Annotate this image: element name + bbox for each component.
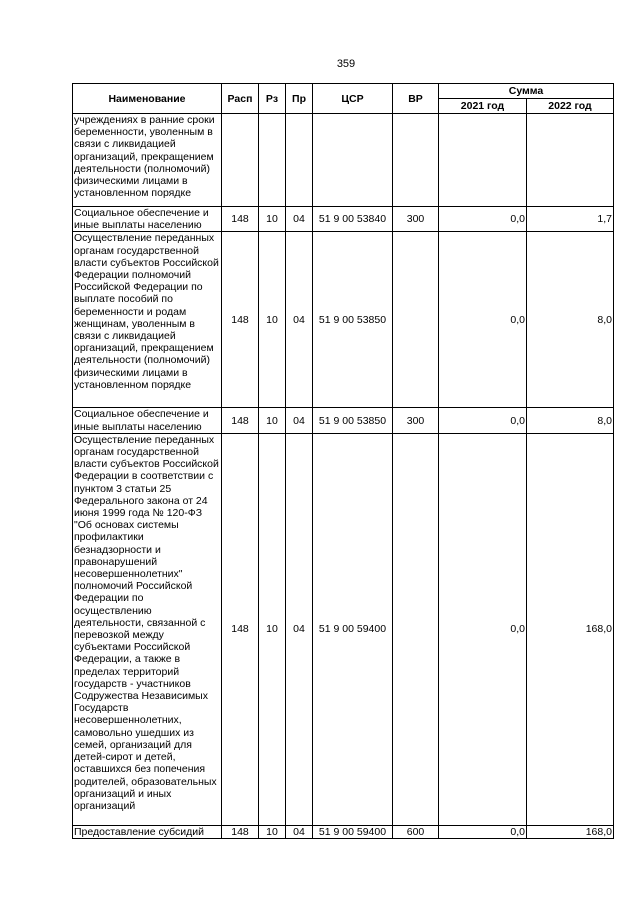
row-name: Осуществление переданных органам государственной власти субъектов Российской Федерации в соответствии с пунктом 3 статьи 25 Федерального закона от 24 июня 1999 года № 120-ФЗ "Об основах системы профилактики безнадзорности и правонарушений несовершеннолетних" полномочий Российской Федерации по осуществлению деятельности, связанной с перевозкой между субъектами Российской Федерации, а также в пределах территорий государств - участников Содружества Независимых Государств несовершеннолетних, самовольно ушедших из семей, организаций для детей-сирот и детей, оставшихся без попечения родителей, образовательных организаций и иных организаций [73,433,222,825]
table-row [73,408,614,433]
row-sum-2022: 168,0 [527,433,614,825]
row-vr [393,114,439,207]
row-rz: 10 [259,825,286,838]
row-pr: 04 [286,408,313,433]
row-vr: 300 [393,408,439,433]
header-rz: Рз [259,84,286,114]
row-csr [313,114,393,207]
header-row [73,84,614,99]
row-sum-2022 [527,114,614,207]
row-csr: 51 9 00 59400 [313,433,393,825]
row-name: Предоставление субсидий [73,825,222,838]
row-sum-2022: 168,0 [527,825,614,838]
header-csr: ЦСР [313,84,393,114]
row-pr: 04 [286,232,313,408]
row-vr: 600 [393,825,439,838]
row-name: Социальное обеспечение и иные выплаты населению [73,408,222,433]
row-rasp: 148 [222,207,259,232]
table-row [73,232,614,408]
row-rasp [222,114,259,207]
row-name: Осуществление переданных органам государственной власти субъектов Российской Федерации полномочий Российской Федерации по выплате пособий по беременности и родам женщинам, уволенным в связи с ликвидацией организаций, прекращением деятельности (полномочий) физическими лицами в установленном порядке [73,232,222,408]
row-rz: 10 [259,408,286,433]
row-rz: 10 [259,207,286,232]
row-rz: 10 [259,232,286,408]
row-sum-2021: 0,0 [439,408,527,433]
row-pr: 04 [286,825,313,838]
row-rz: 10 [259,433,286,825]
table-row [73,825,614,838]
header-year-2022: 2022 год [527,99,614,114]
row-rz [259,114,286,207]
row-sum-2021: 0,0 [439,232,527,408]
row-name: учреждениях в ранние сроки беременности, уволенным в связи с ликвидацией организаций, прекращением деятельности (полномочий) физическими лицами в установленном порядке [73,114,222,207]
row-pr: 04 [286,433,313,825]
row-csr: 51 9 00 53850 [313,408,393,433]
row-sum-2022: 8,0 [527,232,614,408]
header-year-2021: 2021 год [439,99,527,114]
row-csr: 51 9 00 53850 [313,232,393,408]
row-pr [286,114,313,207]
header-vr: ВР [393,84,439,114]
row-rasp: 148 [222,433,259,825]
row-pr: 04 [286,207,313,232]
header-name: Наименование [73,84,222,114]
budget-table [72,83,614,839]
table-row [73,207,614,232]
row-rasp: 148 [222,825,259,838]
header-rasp: Расп [222,84,259,114]
row-vr: 300 [393,207,439,232]
row-sum-2022: 1,7 [527,207,614,232]
row-vr [393,433,439,825]
page-number: 359 [336,58,356,70]
row-sum-2021 [439,114,527,207]
row-sum-2021: 0,0 [439,207,527,232]
row-sum-2022: 8,0 [527,408,614,433]
row-name: Социальное обеспечение и иные выплаты населению [73,207,222,232]
row-sum-2021: 0,0 [439,825,527,838]
row-csr: 51 9 00 59400 [313,825,393,838]
row-csr: 51 9 00 53840 [313,207,393,232]
row-rasp: 148 [222,408,259,433]
header-sum: Сумма [439,84,614,99]
table-row [73,114,614,207]
row-sum-2021: 0,0 [439,433,527,825]
row-vr [393,232,439,408]
header-pr: Пр [286,84,313,114]
table-row [73,433,614,825]
row-rasp: 148 [222,232,259,408]
